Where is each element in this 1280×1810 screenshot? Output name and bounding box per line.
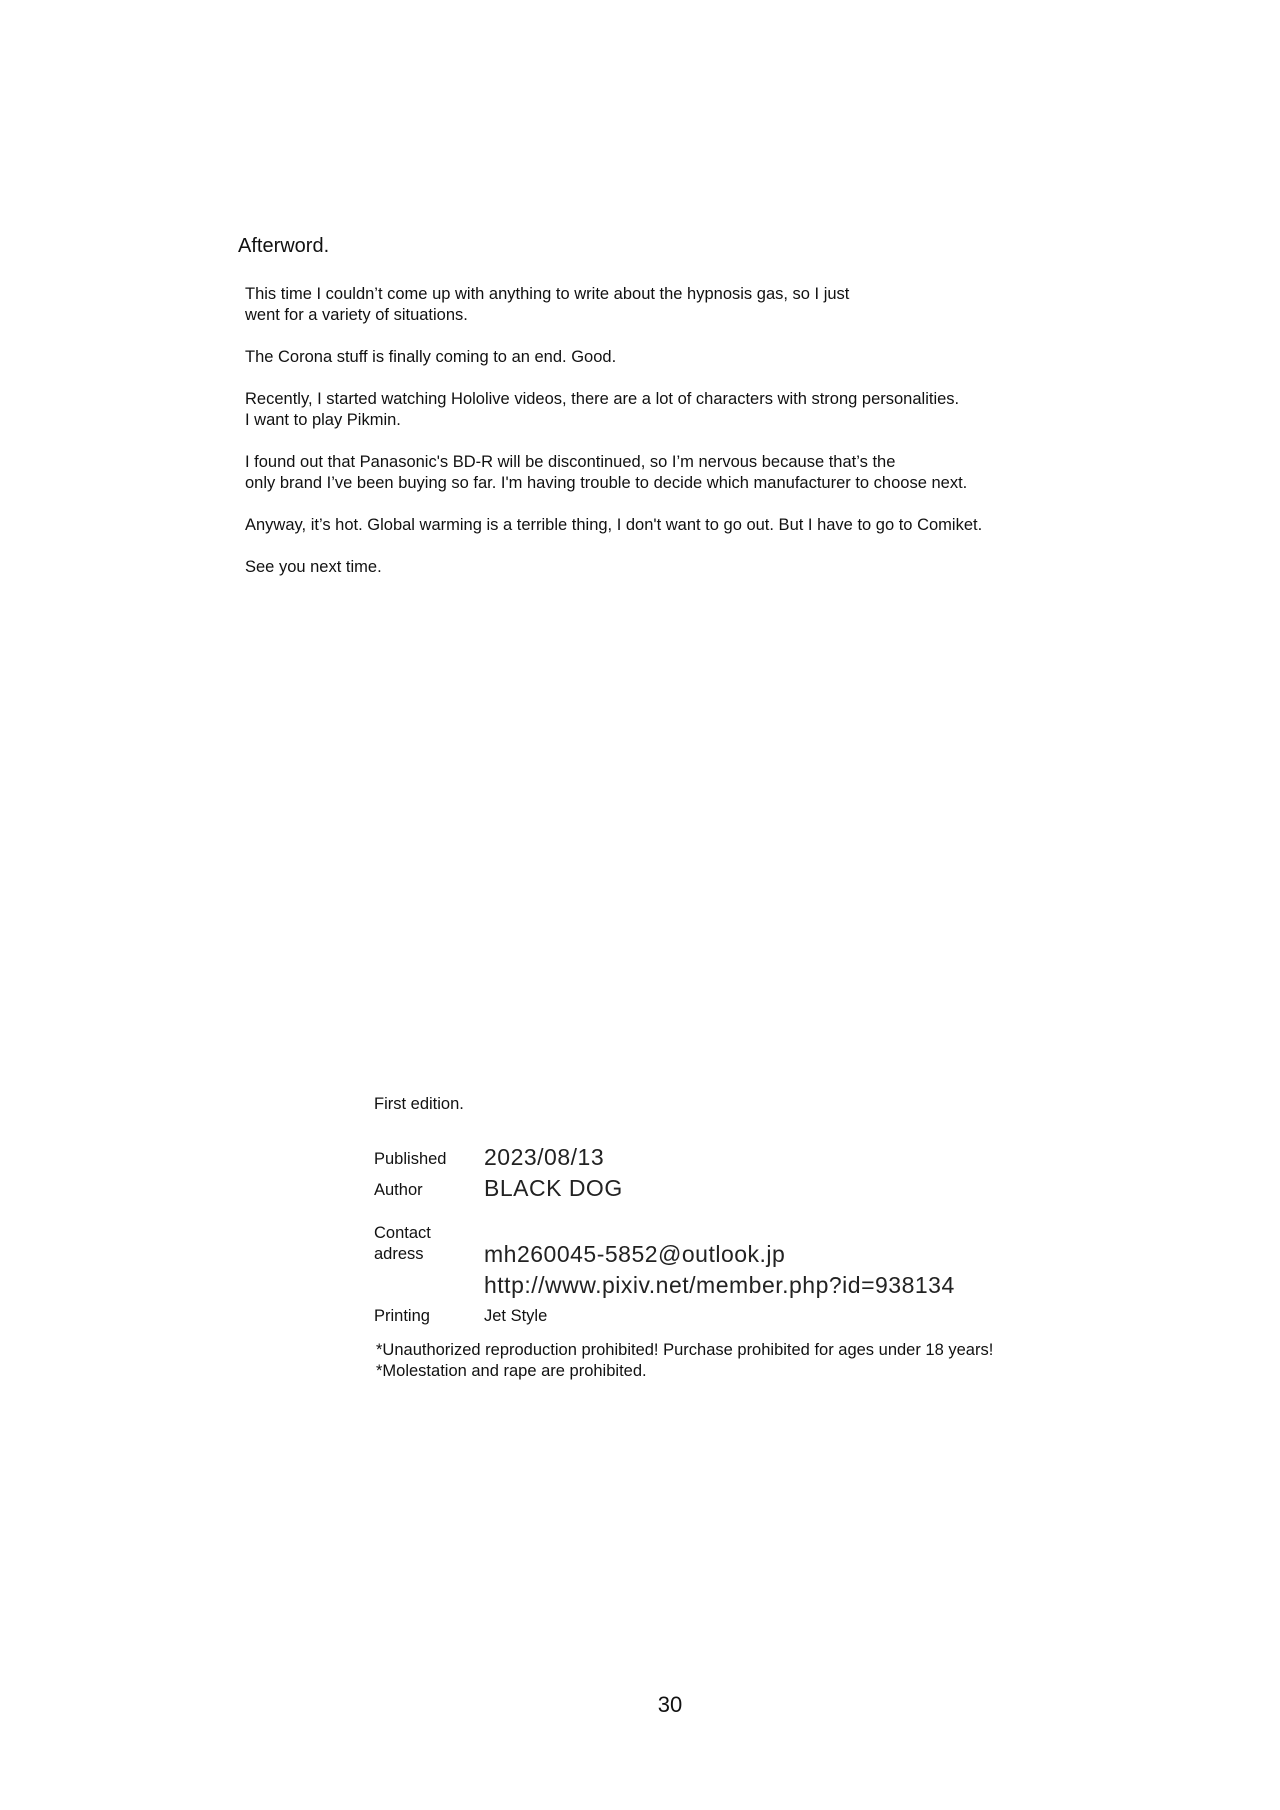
author-name: BLACK DOG (484, 1175, 623, 1201)
afterword-paragraph: Anyway, it’s hot. Global warming is a terrible thing, I don't want to go out. But I have to go to Comiket. (245, 516, 983, 534)
afterword-paragraph: See you next time. (245, 558, 382, 576)
afterword-title: Afterword. (238, 235, 330, 257)
contact-url: http://www.pixiv.net/member.php?id=938134 (484, 1272, 955, 1298)
published-date: 2023/08/13 (484, 1144, 605, 1170)
page-number: 30 (657, 1692, 683, 1717)
afterword-paragraph: Recently, I started watching Hololive videos, there are a lot of characters with strong personalities. I want to play Pikmin. (245, 390, 960, 429)
printing-label: Printing (374, 1307, 430, 1325)
edition-label: First edition. (374, 1095, 464, 1113)
contact-label: Contact (374, 1224, 431, 1242)
afterword-body (245, 284, 1145, 599)
contact-email: mh260045-5852@outlook.jp (484, 1241, 786, 1267)
legal-notice: *Molestation and rape are prohibited. (376, 1362, 647, 1380)
contact-label-line2: adress (374, 1245, 424, 1263)
afterword-paragraph: I found out that Panasonic's BD-R will be discontinued, so I’m nervous because that’s the only brand I’ve been buying so far. I'm having trouble to decide which manufacturer to choose next. (245, 453, 968, 492)
author-label: Author (374, 1181, 423, 1199)
printing-company: Jet Style (484, 1307, 548, 1325)
published-label: Published (374, 1150, 447, 1168)
legal-notice: *Unauthorized reproduction prohibited! Purchase prohibited for ages under 18 years! (376, 1341, 994, 1359)
afterword-paragraph: The Corona stuff is finally coming to an end. Good. (245, 348, 617, 366)
afterword-paragraph: This time I couldn’t come up with anything to write about the hypnosis gas, so I just went for a variety of situations. (245, 285, 850, 324)
